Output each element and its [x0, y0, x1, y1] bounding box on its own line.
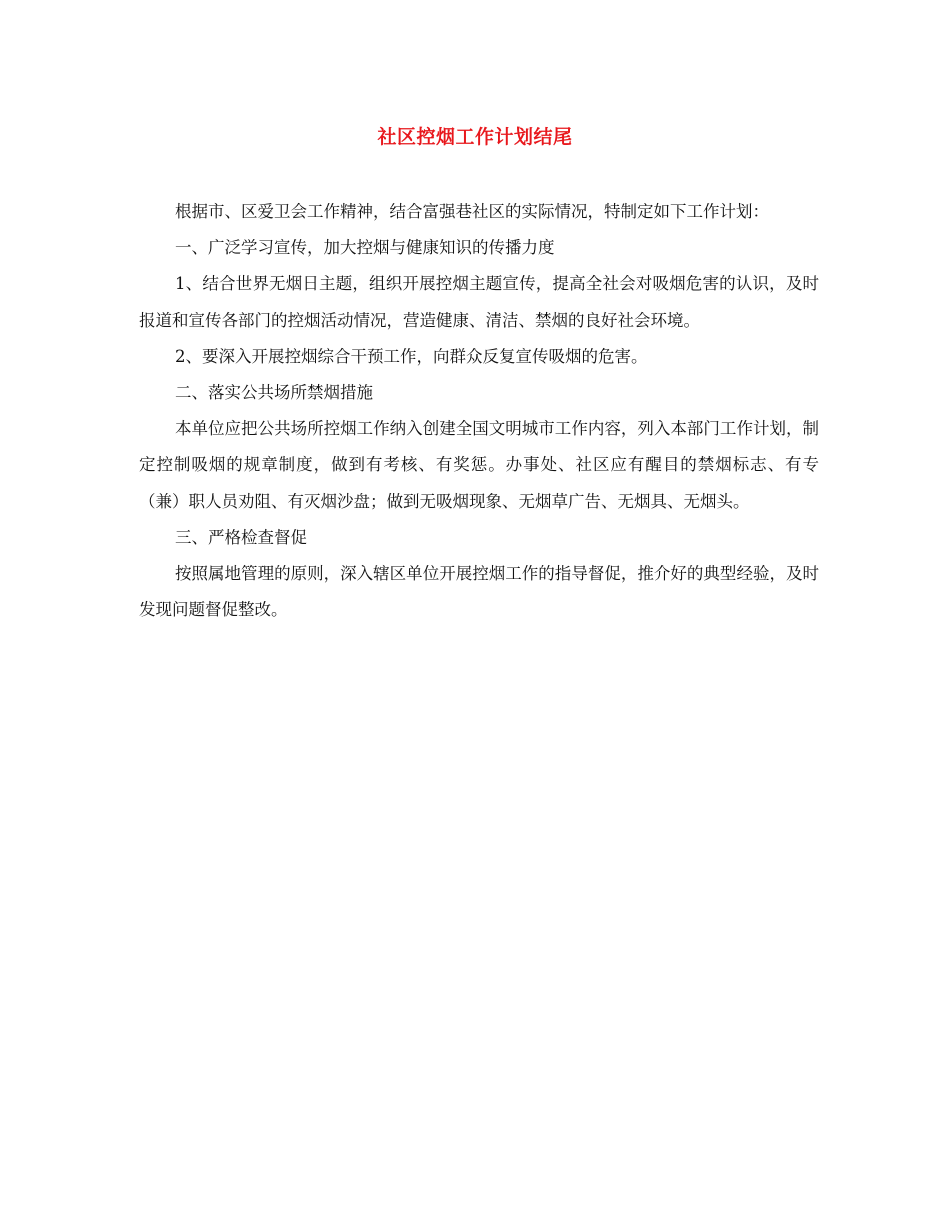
section-1-item-1: 1、结合世界无烟日主题，组织开展控烟主题宣传，提高全社会对吸烟危害的认识，及时报道和宣传各部门的控烟活动情况，营造健康、清洁、禁烟的良好社会环境。	[139, 274, 819, 330]
document-title: 社区控烟工作计划结尾	[377, 126, 573, 148]
section-3-paragraph: 按照属地管理的原则，深入辖区单位开展控烟工作的指导督促，推介好的典型经验，及时发现问题督促整改。	[139, 564, 819, 620]
document-body	[139, 194, 819, 628]
section-heading-3: 三、严格检查督促	[175, 527, 307, 547]
intro-paragraph: 根据市、区爱卫会工作精神，结合富强巷社区的实际情况，特制定如下工作计划：	[175, 202, 769, 221]
section-heading-2: 二、落实公共场所禁烟措施	[175, 383, 373, 403]
section-heading-1: 一、广泛学习宣传，加大控烟与健康知识的传播力度	[175, 238, 555, 258]
section-2-paragraph: 本单位应把公共场所控烟工作纳入创建全国文明城市工作内容，列入本部门工作计划，制定控制吸烟的规章制度，做到有考核、有奖惩。办事处、社区应有醒目的禁烟标志、有专（兼）职人员劝阻、有灭烟沙盘；做到无吸烟现象、无烟草广告、无烟具、无烟头。	[139, 419, 819, 511]
section-1-item-2: 2、要深入开展控烟综合干预工作，向群众反复宣传吸烟的危害。	[175, 346, 648, 366]
